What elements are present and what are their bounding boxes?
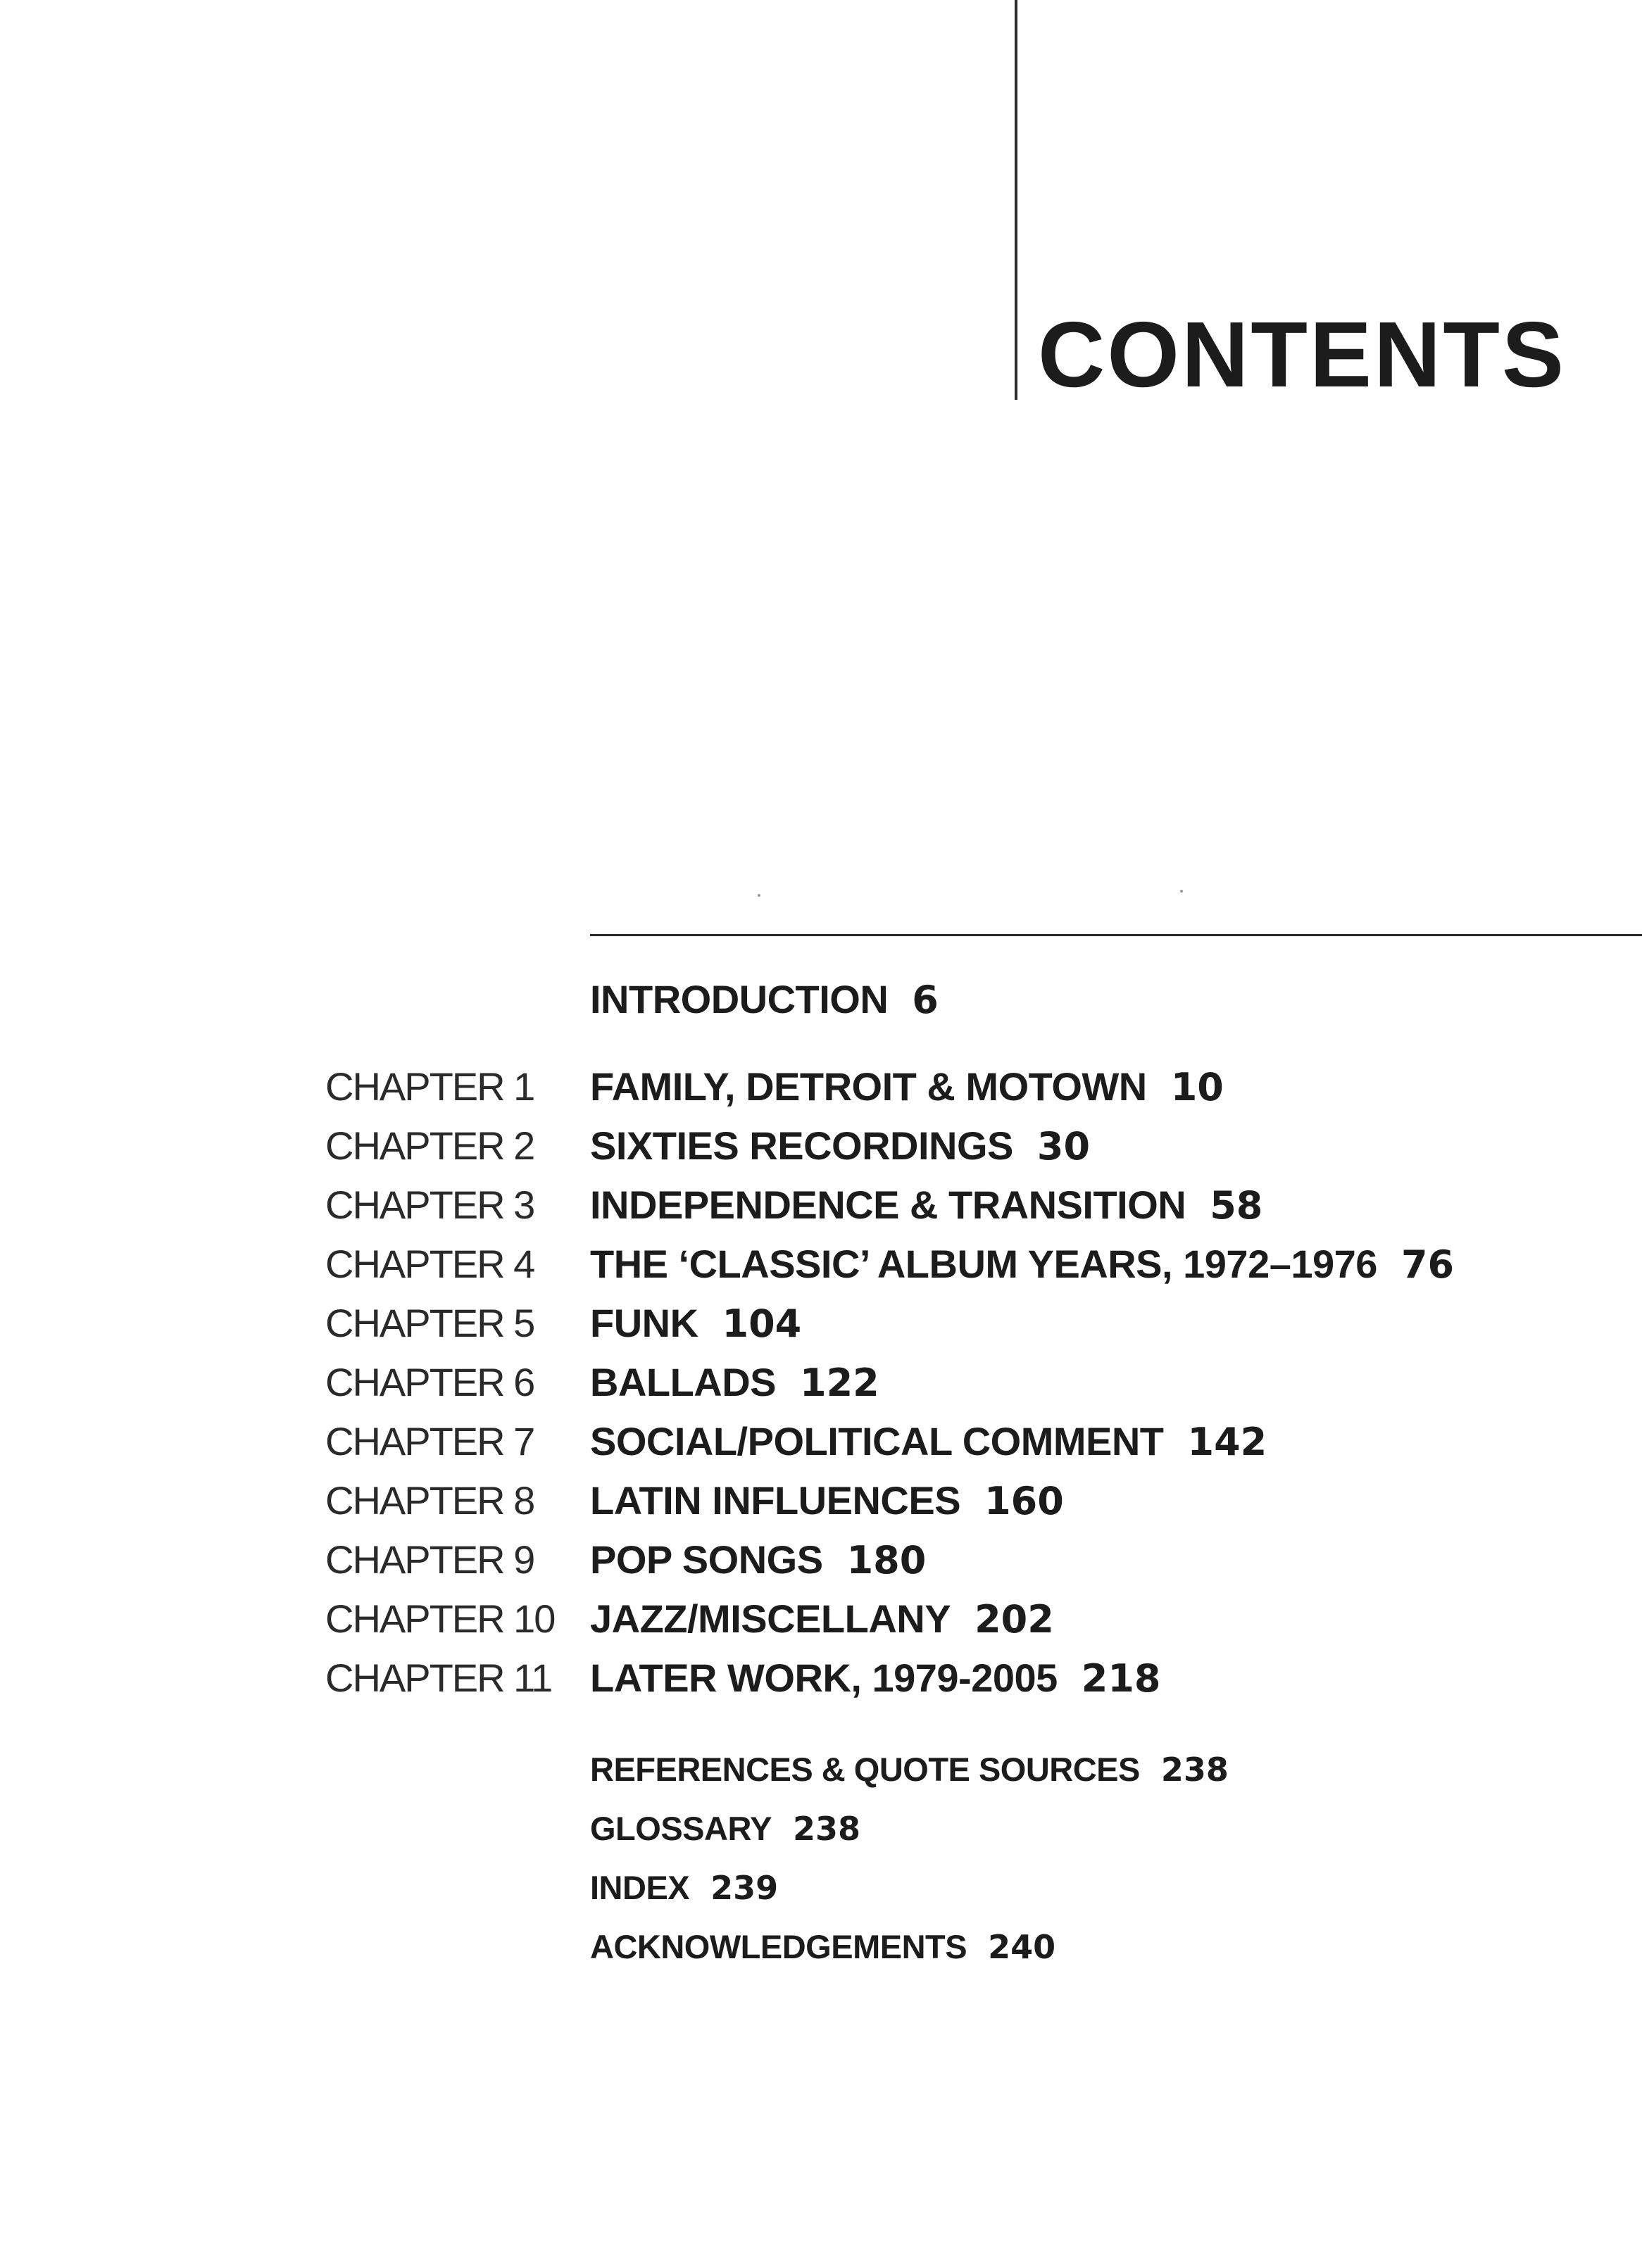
toc-chapter[interactable]: [0, 1412, 1642, 1471]
entry-page: 30: [1036, 1124, 1091, 1168]
entry-title: REFERENCES & QUOTE SOURCES: [590, 1751, 1140, 1788]
toc-back-matter[interactable]: [0, 1740, 1642, 1799]
entry-page: 58: [1210, 1183, 1263, 1228]
entry-page: 238: [793, 1810, 861, 1848]
toc-chapter[interactable]: [0, 1353, 1642, 1412]
entry-title: FAMILY, DETROIT & MOTOWN: [590, 1064, 1147, 1109]
entry-title: BALLADS: [590, 1360, 777, 1404]
chapter-label: CHAPTER 10: [325, 1596, 555, 1641]
entry-title: THE ‘CLASSIC’ ALBUM YEARS, 1972–1976: [590, 1242, 1377, 1286]
scan-speck: [758, 894, 760, 897]
entry-title: ACKNOWLEDGEMENTS: [590, 1928, 967, 1965]
vertical-rule: [1015, 0, 1017, 400]
entry-title: SIXTIES RECORDINGS: [590, 1123, 1013, 1168]
toc-back-matter[interactable]: [0, 1799, 1642, 1858]
entry-page: 239: [710, 1869, 779, 1907]
entry-title: INDEPENDENCE & TRANSITION: [590, 1183, 1186, 1227]
toc-chapter[interactable]: [0, 1471, 1642, 1530]
toc-entry: [590, 1917, 1055, 1985]
toc-chapter[interactable]: [0, 1530, 1642, 1589]
toc-chapter[interactable]: [0, 1294, 1642, 1353]
entry-page: 104: [722, 1302, 802, 1346]
chapter-label: CHAPTER 8: [325, 1478, 534, 1523]
toc-chapter[interactable]: [0, 1649, 1642, 1708]
entry-page: 180: [846, 1538, 927, 1582]
toc-entry: [590, 1740, 1229, 1808]
entry-title: INTRODUCTION: [590, 977, 889, 1021]
entry-title: LATIN INFLUENCES: [590, 1478, 961, 1523]
toc-chapter[interactable]: [0, 1116, 1642, 1176]
chapter-label: CHAPTER 7: [325, 1419, 534, 1463]
toc-back-matter[interactable]: [0, 1917, 1642, 1977]
toc-entry: [590, 1858, 778, 1926]
toc-entry: [590, 1799, 860, 1867]
entry-title: GLOSSARY: [590, 1810, 772, 1847]
toc-chapter[interactable]: [0, 1176, 1642, 1235]
toc-intro[interactable]: [0, 970, 1642, 1029]
entry-title: LATER WORK, 1979-2005: [590, 1656, 1058, 1700]
entry-page: 202: [974, 1597, 1054, 1642]
chapter-label: CHAPTER 11: [325, 1656, 552, 1700]
entry-title: INDEX: [590, 1869, 690, 1906]
horizontal-rule: [590, 934, 1642, 936]
chapter-label: CHAPTER 2: [325, 1123, 534, 1168]
entry-page: 218: [1081, 1656, 1161, 1701]
entry-page: 10: [1170, 1065, 1224, 1109]
chapter-label: CHAPTER 5: [325, 1301, 534, 1345]
entry-page: 240: [988, 1928, 1056, 1966]
chapter-label: CHAPTER 6: [325, 1360, 534, 1404]
entry-page: 238: [1160, 1751, 1229, 1789]
page-title: CONTENTS: [1038, 303, 1566, 406]
scan-speck: [1180, 890, 1183, 893]
toc-back-matter[interactable]: [0, 1858, 1642, 1917]
entry-page: 6: [912, 978, 939, 1022]
entry-title: FUNK: [590, 1301, 698, 1345]
entry-page: 76: [1400, 1242, 1455, 1287]
toc-entry: [590, 1649, 1161, 1718]
toc-chapter[interactable]: [0, 1589, 1642, 1649]
entry-page: 142: [1187, 1420, 1267, 1464]
chapter-label: CHAPTER 1: [325, 1064, 534, 1109]
entry-title: POP SONGS: [590, 1537, 823, 1582]
toc-entry: [590, 970, 939, 1040]
entry-page: 160: [984, 1479, 1064, 1523]
toc-chapter[interactable]: [0, 1057, 1642, 1116]
chapter-label: CHAPTER 3: [325, 1183, 534, 1227]
chapter-label: CHAPTER 4: [325, 1242, 534, 1286]
chapter-label: CHAPTER 9: [325, 1537, 534, 1582]
toc-chapter[interactable]: [0, 1235, 1642, 1294]
entry-title: JAZZ/MISCELLANY: [590, 1596, 951, 1641]
entry-title: SOCIAL/POLITICAL COMMENT: [590, 1419, 1164, 1463]
entry-page: 122: [800, 1361, 879, 1405]
